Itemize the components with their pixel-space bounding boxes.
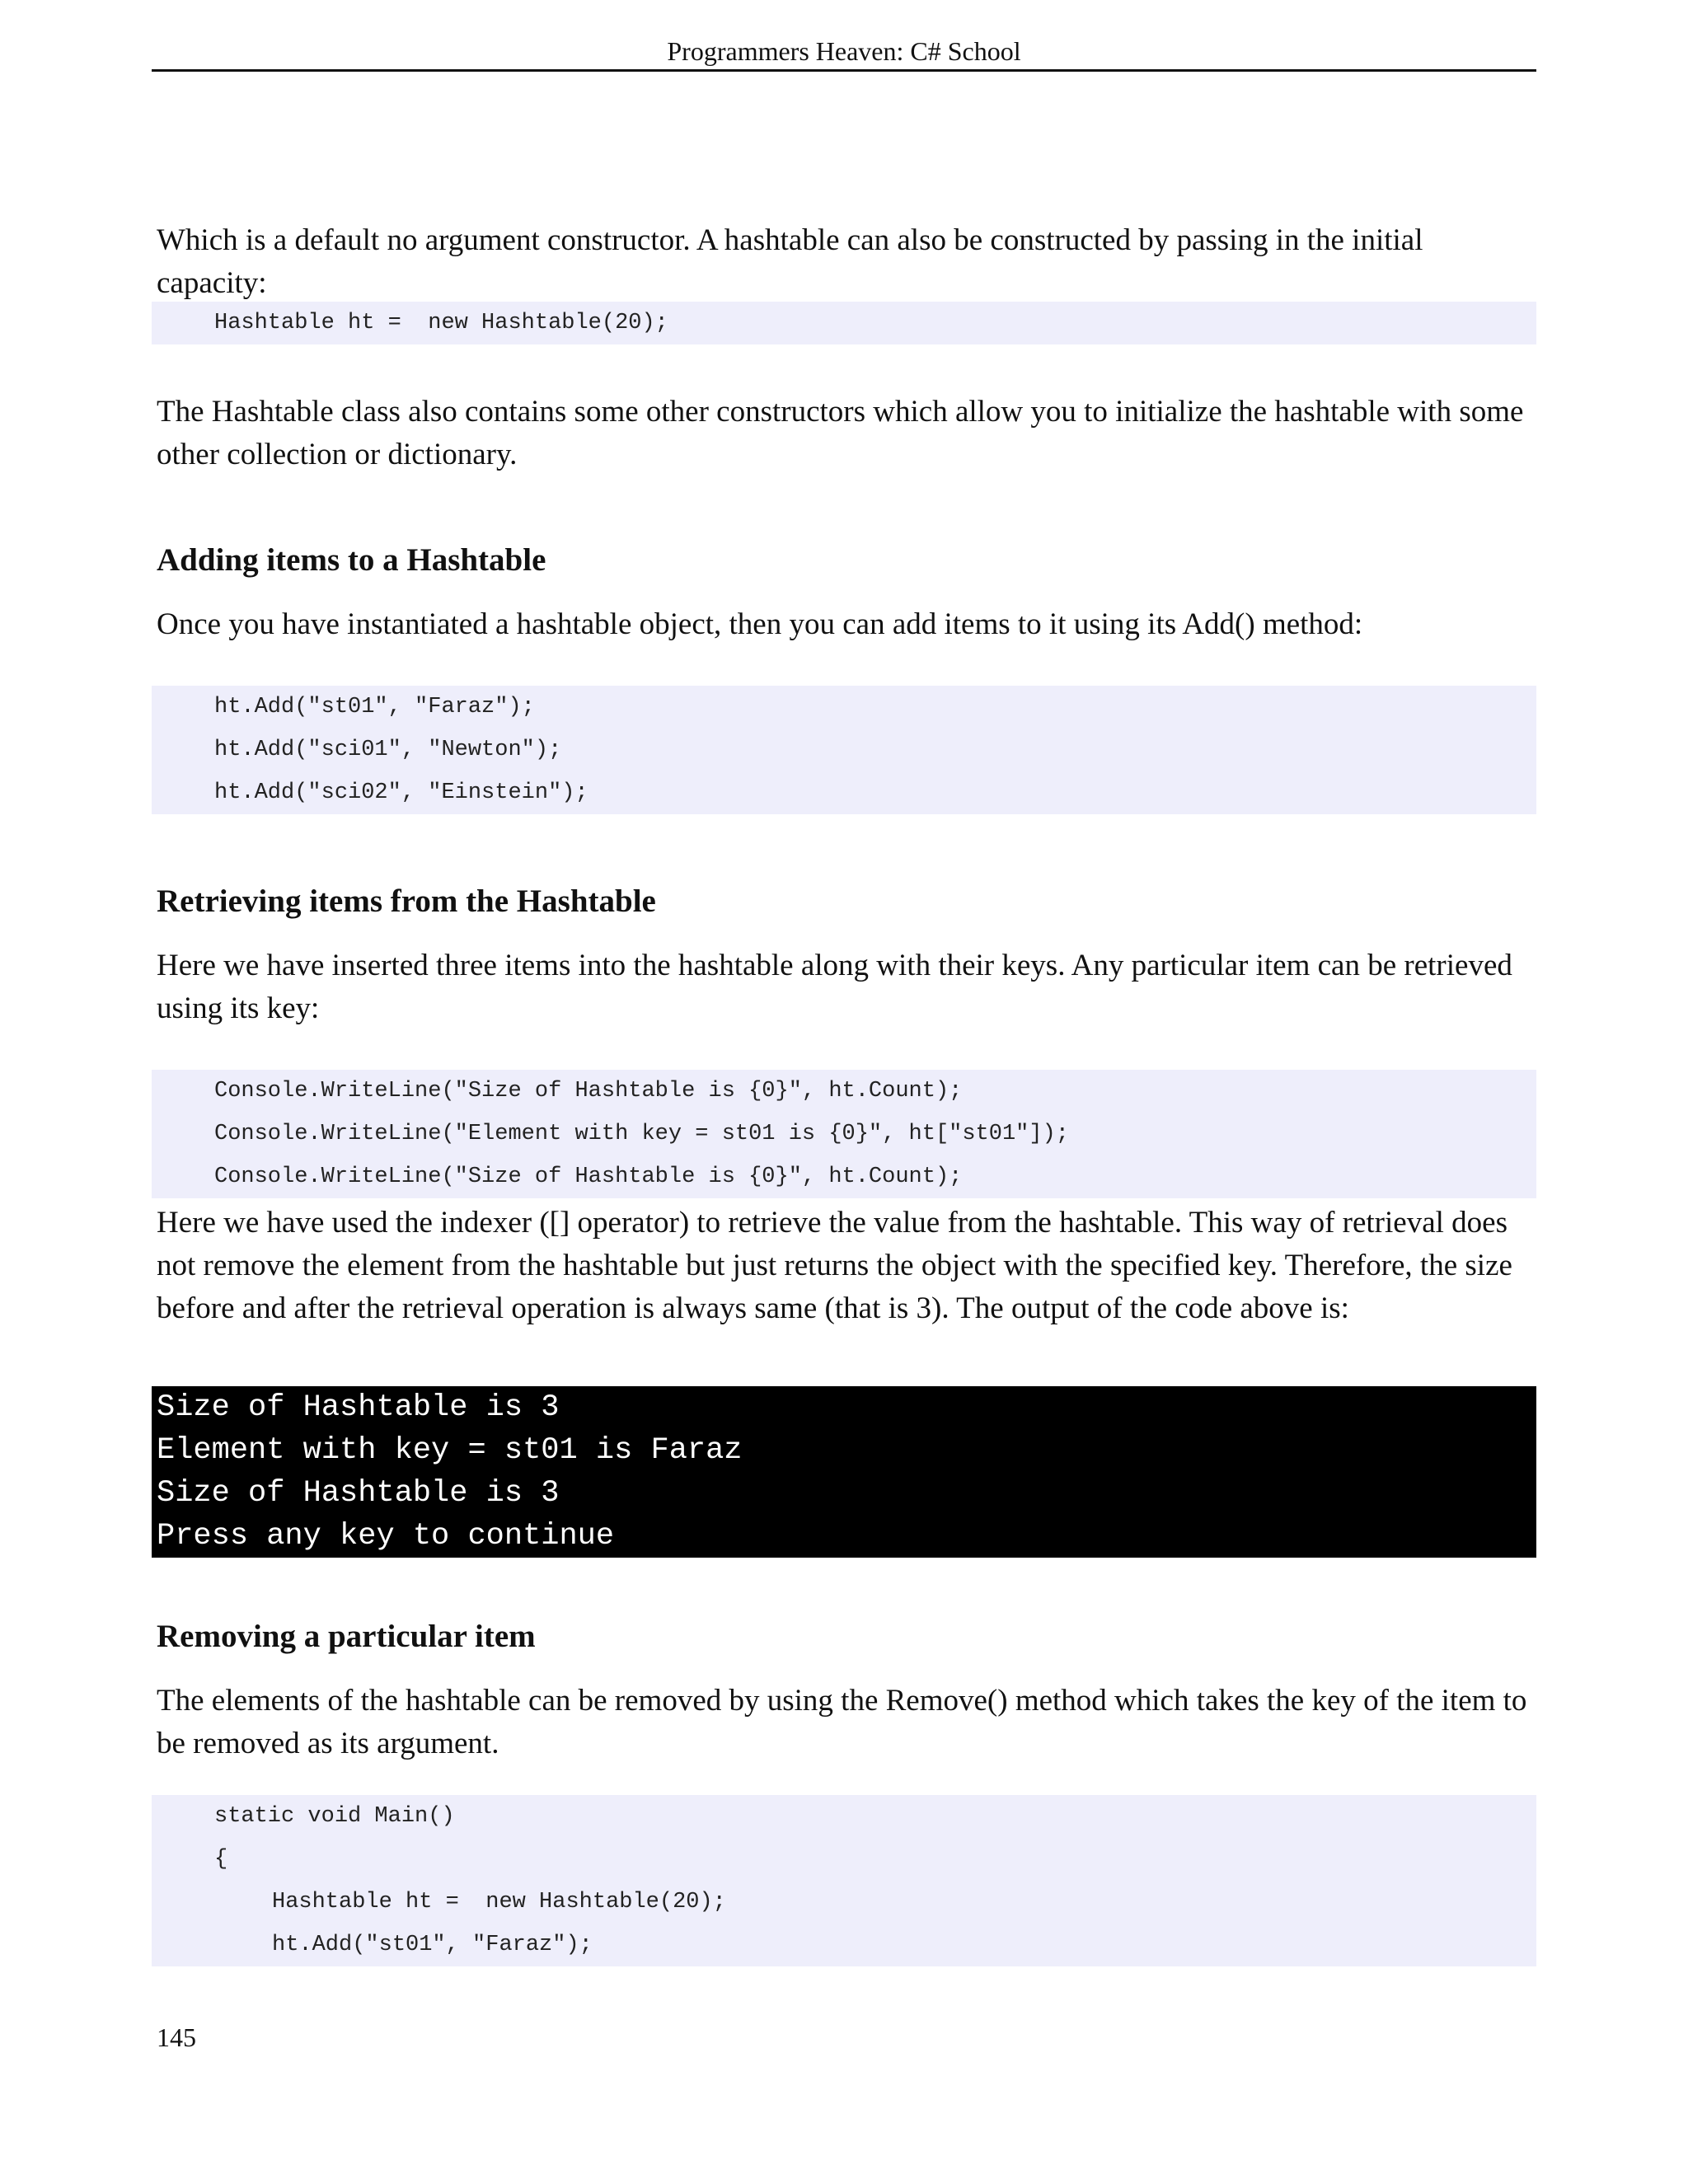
page-number: 145 bbox=[157, 2022, 196, 2052]
heading-removing-item: Removing a particular item bbox=[157, 1619, 536, 1654]
console-line: Size of Hashtable is 3 bbox=[157, 1476, 560, 1511]
code-line: Console.WriteLine("Element with key = st01 is {0}", ht["st01"]); bbox=[214, 1122, 1069, 1146]
code-block-retrieve bbox=[152, 1070, 1536, 1198]
console-line: Press any key to continue bbox=[157, 1519, 615, 1554]
paragraph-other-constructors: The Hashtable class also contains some other constructors which allow you to initialize the hashtable with some other collection or dictionary. bbox=[157, 395, 1524, 471]
code-line: Hashtable ht = new Hashtable(20); bbox=[272, 1890, 726, 1915]
paragraph-indexer-explanation: Here we have used the indexer ([] operator) to retrieve the value from the hashtable. This way of retrieval does not remove the element from the hashtable but just returns the object with the specified key. Therefore, the size before and after the retrieval operation is always same (that is 3). The output of the code above is: bbox=[157, 1206, 1512, 1325]
paragraph-retrieve-by-key: Here we have inserted three items into the hashtable along with their keys. Any particular item can be retrieved using its key: bbox=[157, 949, 1512, 1025]
heading-retrieving-items: Retrieving items from the Hashtable bbox=[157, 883, 656, 919]
code-line: Hashtable ht = new Hashtable(20); bbox=[214, 311, 668, 335]
code-block-add-items bbox=[152, 686, 1536, 814]
header-divider bbox=[152, 69, 1536, 72]
paragraph-default-constructor: Which is a default no argument constructor. A hashtable can also be constructed by passing in the initial capacity: bbox=[157, 223, 1423, 300]
code-line: Console.WriteLine("Size of Hashtable is {0}", ht.Count); bbox=[214, 1079, 963, 1104]
console-output-window bbox=[152, 1386, 1536, 1558]
page-header-title: Programmers Heaven: C# School bbox=[667, 36, 1021, 66]
code-line: ht.Add("sci01", "Newton"); bbox=[214, 738, 562, 762]
code-block-remove bbox=[152, 1795, 1536, 1966]
paragraph-add-method: Once you have instantiated a hashtable object, then you can add items to it using its Add() method: bbox=[157, 607, 1363, 641]
code-line: { bbox=[214, 1847, 228, 1872]
code-line: Console.WriteLine("Size of Hashtable is {0}", ht.Count); bbox=[214, 1165, 963, 1189]
code-line: ht.Add("st01", "Faraz"); bbox=[272, 1933, 593, 1957]
paragraph-remove-method: The elements of the hashtable can be removed by using the Remove() method which takes the key of the item to be removed as its argument. bbox=[157, 1684, 1527, 1760]
code-line: ht.Add("st01", "Faraz"); bbox=[214, 695, 535, 719]
console-line: Size of Hashtable is 3 bbox=[157, 1390, 560, 1425]
code-block-constructor bbox=[152, 302, 1536, 344]
console-line: Element with key = st01 is Faraz bbox=[157, 1433, 743, 1468]
code-line: ht.Add("sci02", "Einstein"); bbox=[214, 780, 588, 805]
code-line: static void Main() bbox=[214, 1804, 455, 1829]
heading-adding-items: Adding items to a Hashtable bbox=[157, 542, 546, 578]
